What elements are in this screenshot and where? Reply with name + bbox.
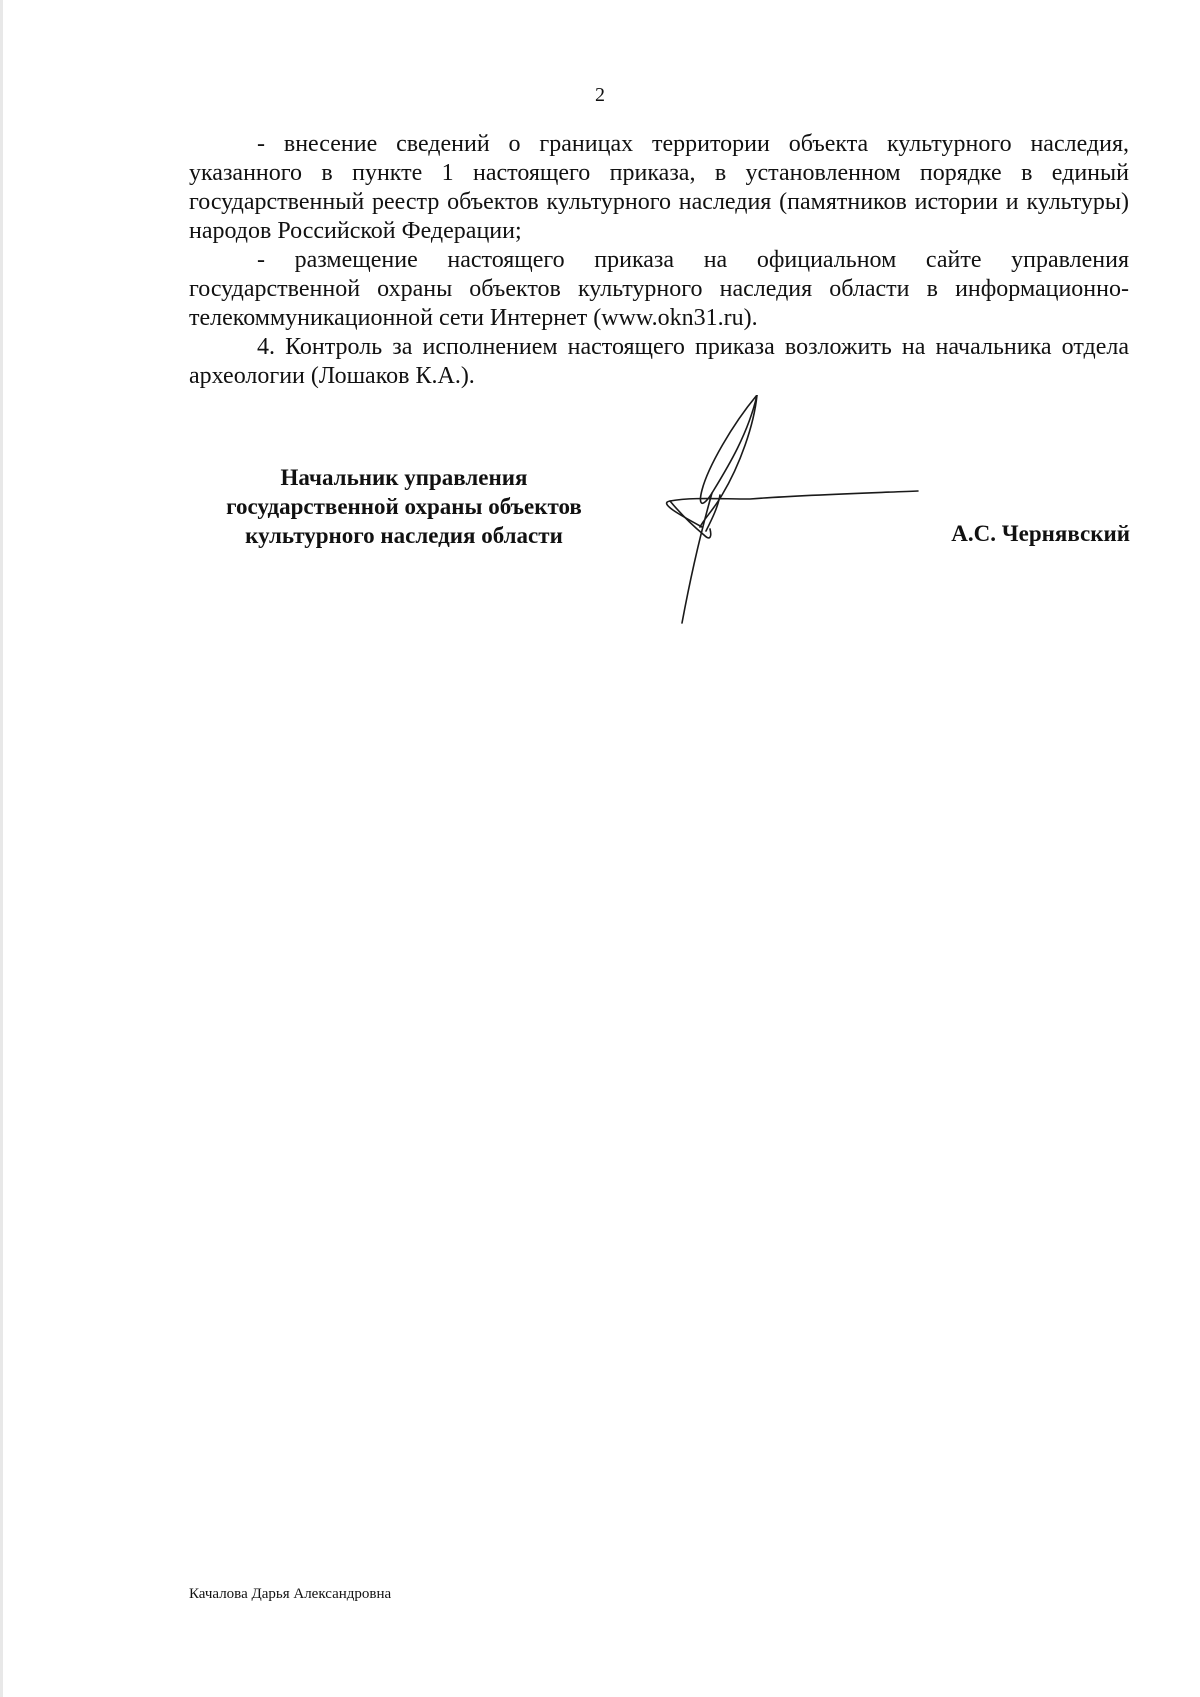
signer-name: А.С. Чернявский xyxy=(951,521,1130,546)
paragraph-registry-entry: - внесение сведений о границах территории объекта культурного наследия, указанного в пункте 1 настоящего приказа, в установленном порядке в единый государственный реестр объектов культурного наследия (памятников истории и культуры) народов Российской Федерации; xyxy=(189,131,1129,244)
paragraph-control-clause: 4. Контроль за исполнением настоящего приказа возложить на начальника отдела археологии (Лошаков К.А.). xyxy=(189,334,1129,389)
signatory-title-line: государственной охраны объектов xyxy=(226,494,582,519)
paragraph-website-publication: - размещение настоящего приказа на официальном сайте управления государственной охраны объектов культурного наследия области в информационно-телекоммуникационной сети Интернет (www.okn31.ru). xyxy=(189,247,1129,331)
document-body xyxy=(189,130,1129,391)
page-number: 2 xyxy=(595,84,605,106)
executor-name: Качалова Дарья Александровна xyxy=(189,1586,392,1602)
handwritten-signature xyxy=(640,395,930,640)
signatory-title-line: Начальник управления xyxy=(280,465,528,490)
signatory-title xyxy=(189,463,619,550)
signatory-title-line: культурного наследия области xyxy=(245,523,563,548)
scan-edge xyxy=(0,0,3,1697)
